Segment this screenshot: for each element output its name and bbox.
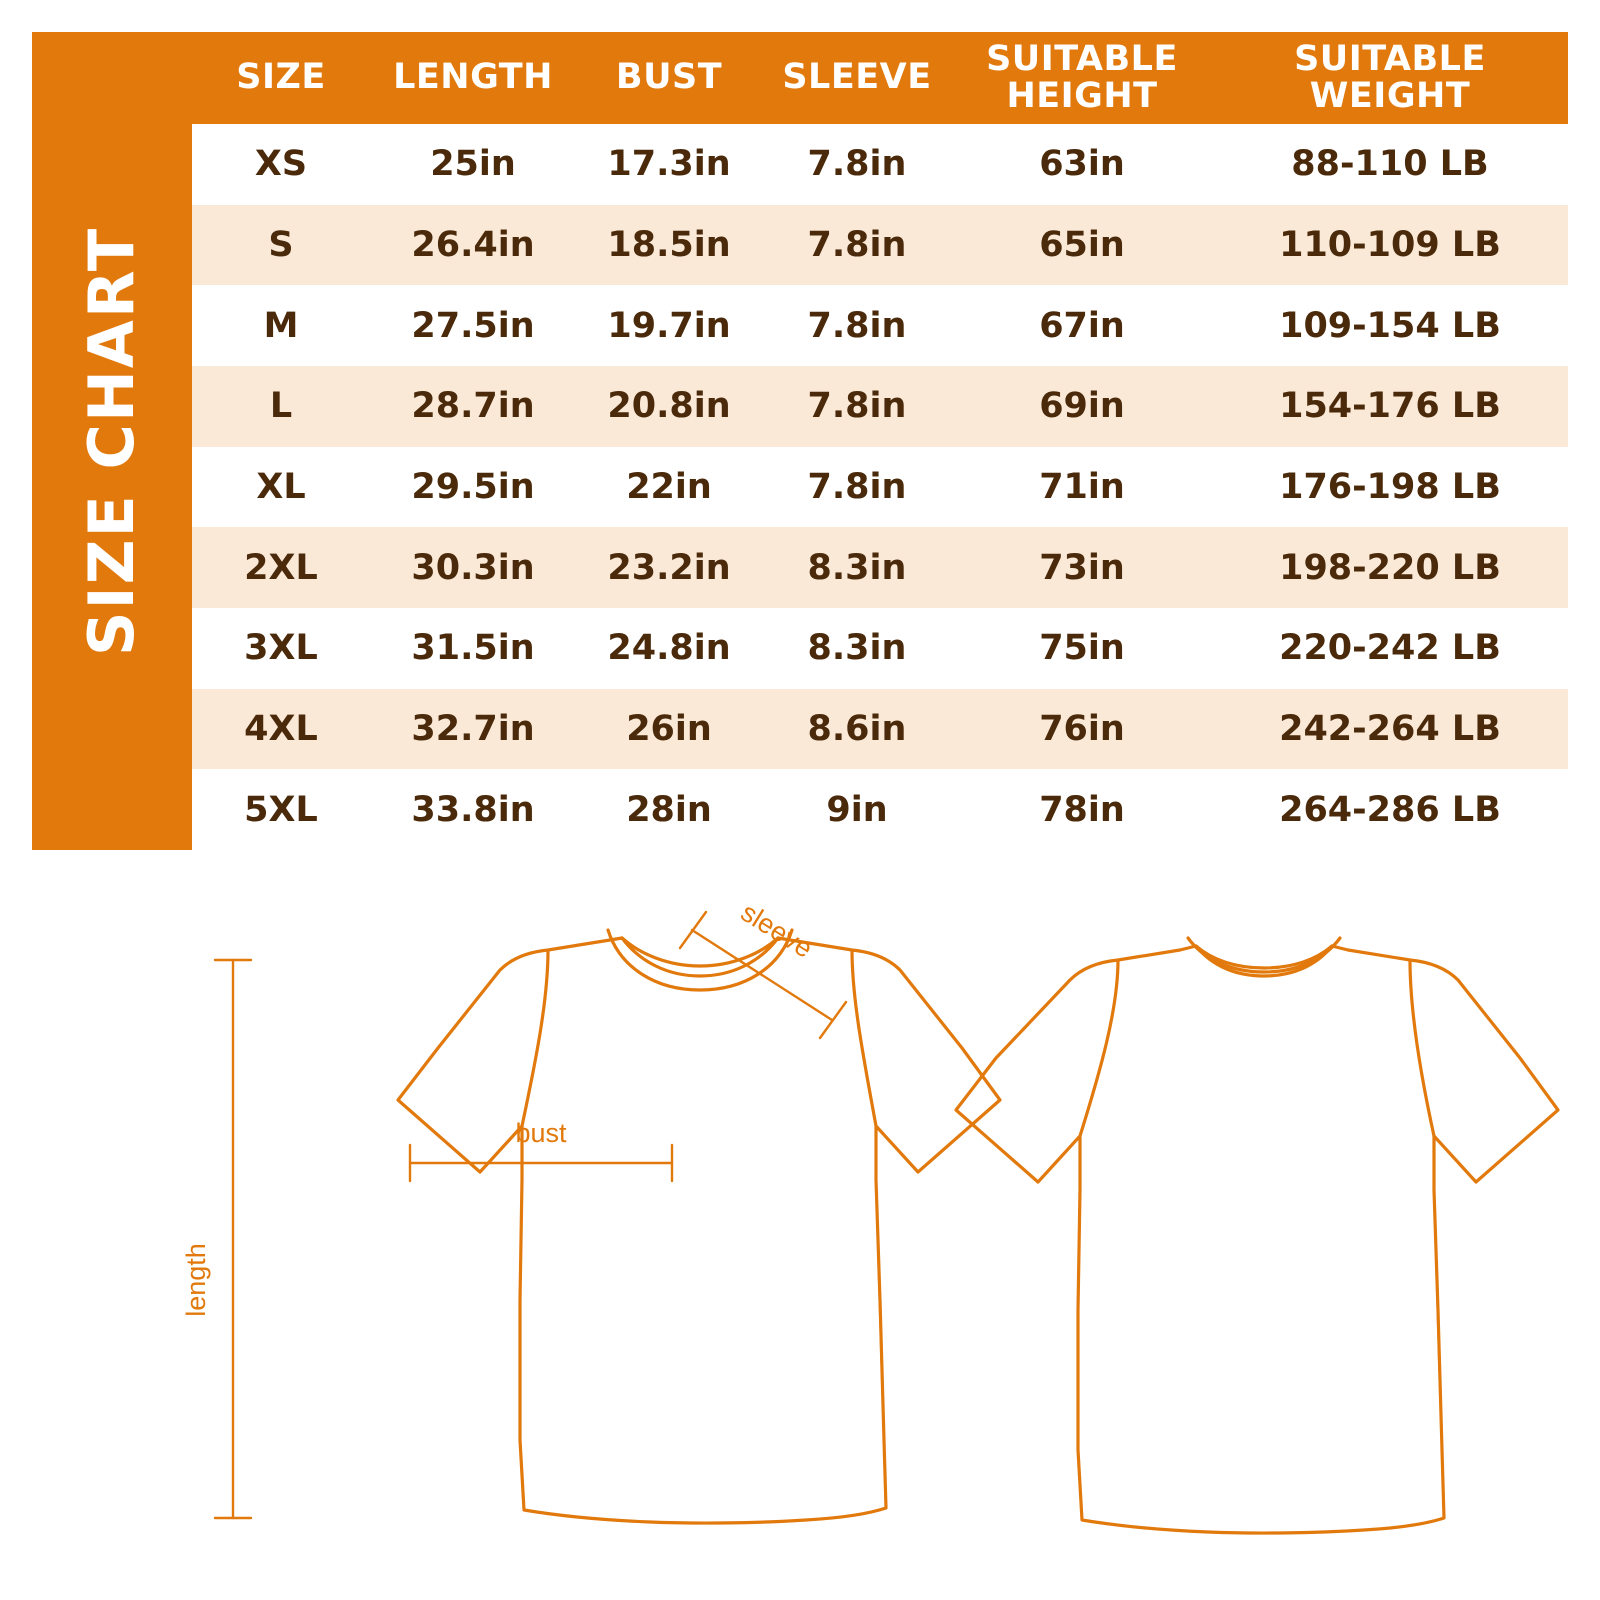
sleeve-label: sleeve [735, 896, 818, 964]
table-row [192, 608, 1568, 689]
cell-height: 67in [952, 285, 1212, 366]
cell-size: M [192, 285, 370, 366]
column-header-size [192, 32, 370, 124]
cell-weight: 242-264 LB [1212, 689, 1568, 770]
column-header-suitable-weight-line1: SUITABLE [1294, 38, 1486, 79]
cell-sleeve: 7.8in [762, 447, 952, 528]
cell-size: 5XL [192, 769, 370, 850]
cell-size: 3XL [192, 608, 370, 689]
cell-height: 69in [952, 366, 1212, 447]
bust-dimension-line [410, 1145, 672, 1181]
column-header-suitable-height-line2: HEIGHT [1006, 76, 1158, 116]
column-header-size-label: SIZE [236, 57, 326, 98]
size-table-header [192, 32, 1568, 124]
cell-height: 63in [952, 124, 1212, 205]
cell-length: 30.3in [370, 527, 576, 608]
cell-weight: 198-220 LB [1212, 527, 1568, 608]
size-chart-vertical-title [32, 32, 192, 850]
column-header-length [370, 32, 576, 124]
column-header-sleeve [762, 32, 952, 124]
cell-length: 27.5in [370, 285, 576, 366]
cell-sleeve: 9in [762, 769, 952, 850]
cell-bust: 26in [576, 689, 762, 770]
cell-height: 78in [952, 769, 1212, 850]
cell-length: 33.8in [370, 769, 576, 850]
page-title: SIZE CHART [75, 226, 149, 656]
bust-label: bust [515, 1118, 567, 1148]
tshirt-front-outline [398, 930, 1000, 1523]
cell-bust: 17.3in [576, 124, 762, 205]
cell-size: XS [192, 124, 370, 205]
column-header-suitable-weight-line2: WEIGHT [1309, 76, 1471, 116]
cell-size: 2XL [192, 527, 370, 608]
cell-bust: 18.5in [576, 205, 762, 286]
cell-sleeve: 8.6in [762, 689, 952, 770]
cell-weight: 109-154 LB [1212, 285, 1568, 366]
cell-size: XL [192, 447, 370, 528]
cell-weight: 264-286 LB [1212, 769, 1568, 850]
cell-size: S [192, 205, 370, 286]
cell-sleeve: 7.8in [762, 205, 952, 286]
cell-height: 73in [952, 527, 1212, 608]
column-header-suitable-height-line1: SUITABLE [986, 38, 1178, 79]
cell-length: 28.7in [370, 366, 576, 447]
cell-weight: 154-176 LB [1212, 366, 1568, 447]
cell-bust: 23.2in [576, 527, 762, 608]
cell-length: 31.5in [370, 608, 576, 689]
cell-length: 32.7in [370, 689, 576, 770]
cell-bust: 22in [576, 447, 762, 528]
measurement-diagram [0, 880, 1600, 1580]
cell-length: 29.5in [370, 447, 576, 528]
cell-length: 25in [370, 124, 576, 205]
cell-length: 26.4in [370, 205, 576, 286]
measurement-diagram-svg [0, 880, 1600, 1580]
table-row [192, 124, 1568, 205]
cell-height: 75in [952, 608, 1212, 689]
cell-bust: 28in [576, 769, 762, 850]
cell-weight: 176-198 LB [1212, 447, 1568, 528]
column-header-suitable-height [952, 32, 1212, 124]
size-table [192, 32, 1568, 850]
cell-sleeve: 7.8in [762, 285, 952, 366]
size-table-body [192, 124, 1568, 850]
column-header-bust-label: BUST [615, 57, 723, 98]
cell-bust: 20.8in [576, 366, 762, 447]
cell-height: 71in [952, 447, 1212, 528]
tshirt-back-outline [956, 938, 1558, 1533]
cell-bust: 24.8in [576, 608, 762, 689]
column-header-length-label: LENGTH [393, 57, 553, 98]
cell-sleeve: 7.8in [762, 366, 952, 447]
table-row [192, 689, 1568, 770]
size-chart-panel [32, 32, 1568, 850]
size-table-wrapper [192, 32, 1568, 850]
cell-weight: 110-109 LB [1212, 205, 1568, 286]
length-dimension-line [215, 960, 251, 1518]
column-header-suitable-weight [1212, 32, 1568, 124]
cell-sleeve: 8.3in [762, 527, 952, 608]
cell-weight: 88-110 LB [1212, 124, 1568, 205]
table-row [192, 527, 1568, 608]
cell-height: 76in [952, 689, 1212, 770]
cell-sleeve: 8.3in [762, 608, 952, 689]
table-header-row [192, 32, 1568, 124]
cell-bust: 19.7in [576, 285, 762, 366]
length-label: length [181, 1243, 211, 1317]
table-row [192, 366, 1568, 447]
table-row [192, 769, 1568, 850]
cell-sleeve: 7.8in [762, 124, 952, 205]
table-row [192, 205, 1568, 286]
cell-height: 65in [952, 205, 1212, 286]
table-row [192, 285, 1568, 366]
cell-size: 4XL [192, 689, 370, 770]
cell-weight: 220-242 LB [1212, 608, 1568, 689]
table-row [192, 447, 1568, 528]
cell-size: L [192, 366, 370, 447]
column-header-sleeve-label: SLEEVE [782, 57, 932, 98]
column-header-bust [576, 32, 762, 124]
